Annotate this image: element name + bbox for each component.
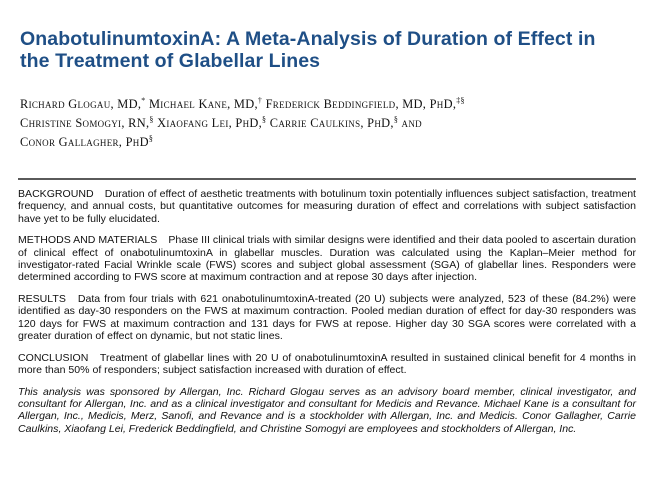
abstract: [18, 188, 636, 445]
footnote-marker: §: [262, 114, 267, 124]
abstract-background: [18, 188, 636, 225]
footnote-marker: §: [149, 114, 154, 124]
section-text: Data from four trials with 621 onabotulinumtoxinA-treated (20 U) subjects were analyzed, 523 of these (84.2%) were identified as day-30 responders on the FWS at maximum contraction. Pooled median duration of effect for day-30 responders was 120 days for FWS at maximum contraction and 131 days for FWS at repose. Higher day 30 SGA scores were correlated with a greater duration of effect on dynamic, but not static lines.: [18, 293, 636, 342]
author-line: Conor Gallagher, PhD§: [20, 133, 154, 149]
author-line: Richard Glogau, MD,* Michael Kane, MD,† Frederick Beddingfield, MD, PhD,‡§: [20, 95, 465, 111]
abstract-conclusion: [18, 352, 636, 377]
funding-disclosure: This analysis was sponsored by Allergan, Inc. Richard Glogau serves as an advisory board member, clinical investigator, and consultant for Allergan, Inc. and as a clinical investigator and consultant for Medicis and Revance. Michael Kane is a consultant for Allergan, Inc., Medicis, Merz, Sanofi, and Revance and is a stockholder with Allergan, Inc. and Medicis. Conor Gallagher, Carrie Caulkins, Xiaofang Lei, Frederick Beddingfield, and Christine Somogyi are employees and stockholders of Allergan, Inc.: [18, 385, 636, 435]
footnote-marker: ‡§: [456, 95, 465, 105]
author-line: Christine Somogyi, RN,§ Xiaofang Lei, PhD,§ Carrie Caulkins, PhD,§ and: [20, 114, 422, 130]
section-text: Treatment of glabellar lines with 20 U of onabotulinumtoxinA resulted in sustained clinical benefit for 4 months in more than 50% of responders; subject satisfaction increased with duration of effect.: [18, 351, 636, 377]
section-text: Duration of effect of aesthetic treatments with botulinum toxin potentially influences subject satisfaction, treatment frequency, and annual costs, but quantitative outcomes for measuring duration of effect and correlations with subject satisfaction have yet to be fully elucidated.: [18, 188, 636, 225]
footnote-marker: †: [257, 95, 263, 105]
section-divider: [18, 178, 636, 180]
abstract-results: [18, 293, 636, 342]
section-label: RESULTS: [18, 293, 66, 306]
footnote-marker: §: [393, 114, 399, 124]
article-title: OnabotulinumtoxinA: A Meta-Analysis of Duration of Effect in the Treatment of Glabellar Lines: [20, 28, 596, 72]
section-label: BACKGROUND: [18, 188, 94, 200]
footnote-marker: *: [141, 95, 146, 105]
footnote-marker: §: [148, 133, 154, 143]
author-list: [20, 95, 630, 152]
section-label: METHODS AND MATERIALS: [18, 234, 158, 247]
abstract-methods: [18, 234, 636, 283]
section-text: Phase III clinical trials with similar designs were identified and their data pooled to ascertain duration of clinical effect of onabotulinumtoxinA in glabellar muscles. Duration was calculated using the Kaplan–Meier method for investigator-rated Facial Wrinkle scale (FWS) scores and subject global assessment (SGA) of glabellar lines. Responders were determined according to FWS score at maximum contraction and at repose 30 days after injection.: [18, 234, 636, 284]
section-label: CONCLUSION: [18, 351, 89, 364]
